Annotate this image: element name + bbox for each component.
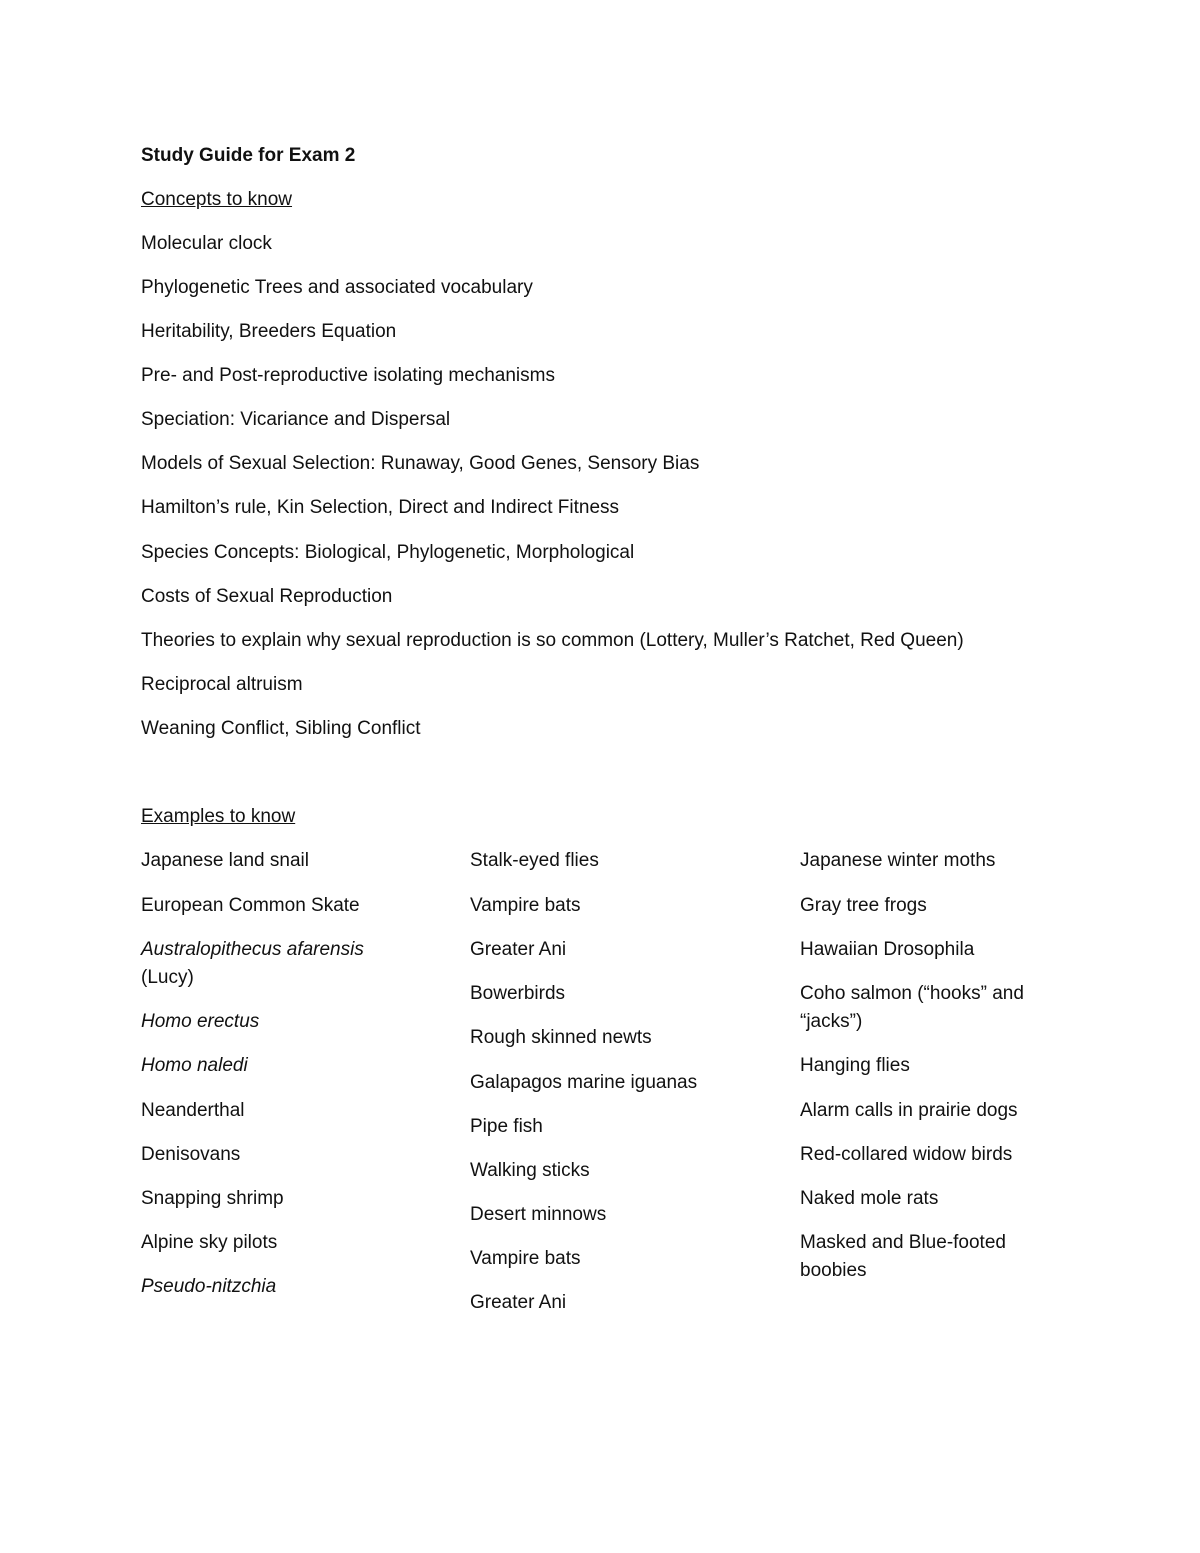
example-item: Japanese land snail [141, 850, 309, 871]
concept-item: Hamilton’s rule, Kin Selection, Direct and Indirect Fitness [141, 497, 620, 518]
concept-item: Costs of Sexual Reproduction [141, 586, 393, 607]
example-item: Homo erectus [141, 1011, 260, 1032]
concept-item: Pre- and Post-reproductive isolating mechanisms [141, 365, 555, 386]
example-item: Greater Ani [470, 1292, 567, 1313]
example-item: Bowerbirds [470, 983, 566, 1004]
page-title: Study Guide for Exam 2 [141, 145, 356, 166]
concept-item: Phylogenetic Trees and associated vocabulary [141, 277, 533, 298]
example-item: “jacks”) [800, 1011, 863, 1032]
example-item: Australopithecus afarensis [141, 939, 364, 960]
example-item: Greater Ani [470, 939, 567, 960]
example-item: Hanging flies [800, 1055, 910, 1076]
example-item: Masked and Blue-footed [800, 1232, 1006, 1253]
example-item: Red-collared widow birds [800, 1144, 1013, 1165]
example-item: European Common Skate [141, 895, 360, 916]
examples-heading: Examples to know [141, 806, 296, 827]
example-item: Homo naledi [141, 1055, 248, 1076]
concept-item: Molecular clock [141, 233, 272, 254]
example-item: Alarm calls in prairie dogs [800, 1100, 1018, 1121]
example-item: Alpine sky pilots [141, 1232, 278, 1253]
example-item: Naked mole rats [800, 1188, 939, 1209]
example-item: Galapagos marine iguanas [470, 1072, 698, 1093]
concept-item: Theories to explain why sexual reproduction is so common (Lottery, Muller’s Ratchet, Red Queen) [141, 630, 964, 651]
concepts-heading: Concepts to know [141, 189, 293, 210]
example-item: Vampire bats [470, 1248, 581, 1269]
example-item: (Lucy) [141, 967, 194, 988]
example-item: Coho salmon (“hooks” and [800, 983, 1024, 1004]
example-item: boobies [800, 1260, 867, 1281]
example-item: Pseudo-nitzchia [141, 1276, 277, 1297]
concept-item: Reciprocal altruism [141, 674, 303, 695]
concept-item: Speciation: Vicariance and Dispersal [141, 409, 451, 430]
example-item: Pipe fish [470, 1116, 543, 1137]
example-item: Denisovans [141, 1144, 241, 1165]
example-item: Neanderthal [141, 1100, 245, 1121]
example-item: Gray tree frogs [800, 895, 927, 916]
example-item: Desert minnows [470, 1204, 607, 1225]
concept-item: Species Concepts: Biological, Phylogenetic, Morphological [141, 542, 635, 563]
example-item: Hawaiian Drosophila [800, 939, 975, 960]
example-item: Japanese winter moths [800, 850, 996, 871]
example-item: Vampire bats [470, 895, 581, 916]
concept-item: Weaning Conflict, Sibling Conflict [141, 718, 421, 739]
example-item: Walking sticks [470, 1160, 590, 1181]
concept-item: Models of Sexual Selection: Runaway, Good Genes, Sensory Bias [141, 453, 700, 474]
example-item: Stalk-eyed flies [470, 850, 599, 871]
example-item: Rough skinned newts [470, 1027, 652, 1048]
example-item: Snapping shrimp [141, 1188, 284, 1209]
concept-item: Heritability, Breeders Equation [141, 321, 397, 342]
